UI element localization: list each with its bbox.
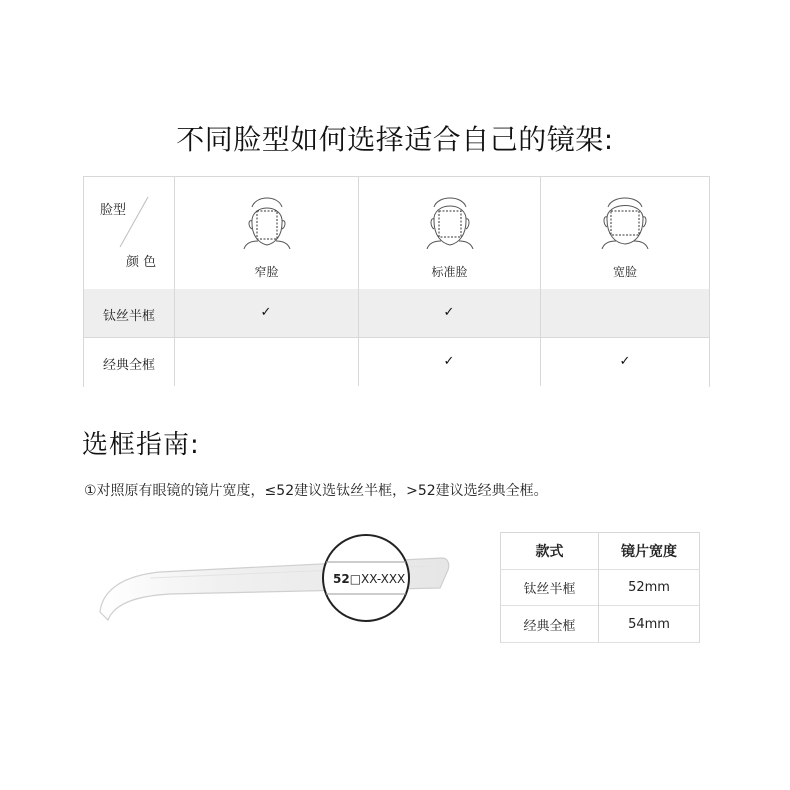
face-label-wide: 宽脸 <box>612 265 637 279</box>
column-divider <box>358 177 359 386</box>
size-table-row <box>501 570 699 606</box>
check-classic-wide: ✓ <box>619 354 631 369</box>
size-table <box>500 532 700 643</box>
column-divider <box>540 177 541 386</box>
diagonal-divider <box>84 177 174 289</box>
table-header-row <box>84 177 709 289</box>
size-cell-width: 52mm <box>628 580 670 595</box>
guide-title: 选框指南: <box>82 430 200 460</box>
guide-note: ①对照原有眼镜的镜片宽度，≤52建议选钛丝半框，>52建议选经典全框。 <box>84 483 548 499</box>
check-titanium-narrow: ✓ <box>260 305 272 320</box>
row-label-classic: 经典全框 <box>102 358 155 373</box>
corner-label-color: 颜 色 <box>126 255 157 270</box>
temple-print-rest: □XX-XXX <box>349 572 406 586</box>
check-titanium-standard: ✓ <box>443 305 455 320</box>
size-cell-style: 钛丝半框 <box>523 582 576 597</box>
size-table-header <box>501 533 699 570</box>
face-cell-wide <box>541 177 709 289</box>
wide-face-icon <box>598 189 652 249</box>
size-header-width: 镜片宽度 <box>621 544 677 560</box>
check-classic-standard: ✓ <box>443 354 455 369</box>
face-cell-narrow <box>175 177 358 289</box>
face-frame-table <box>83 176 710 387</box>
temple-print <box>333 572 405 586</box>
corner-label-face: 脸型 <box>100 203 127 218</box>
table-row-classic <box>84 337 709 387</box>
narrow-face-icon <box>240 189 294 249</box>
size-cell-style: 经典全框 <box>523 618 576 634</box>
page-title: 不同脸型如何选择适合自己的镜架: <box>176 123 614 156</box>
glasses-temple-illustration <box>90 520 460 640</box>
face-label-narrow: 窄脸 <box>254 265 279 279</box>
face-cell-standard <box>359 177 540 289</box>
size-table-divider <box>598 533 599 642</box>
size-table-row <box>501 606 699 643</box>
column-divider <box>174 177 175 386</box>
table-row-titanium <box>84 289 709 337</box>
temple-print-width: 52 <box>333 572 350 586</box>
size-cell-width: 54mm <box>628 616 670 632</box>
standard-face-icon <box>423 189 477 249</box>
size-header-style: 款式 <box>535 544 564 560</box>
face-label-standard: 标准脸 <box>431 265 468 279</box>
corner-cell <box>84 177 174 289</box>
row-label-titanium: 钛丝半框 <box>102 309 155 324</box>
